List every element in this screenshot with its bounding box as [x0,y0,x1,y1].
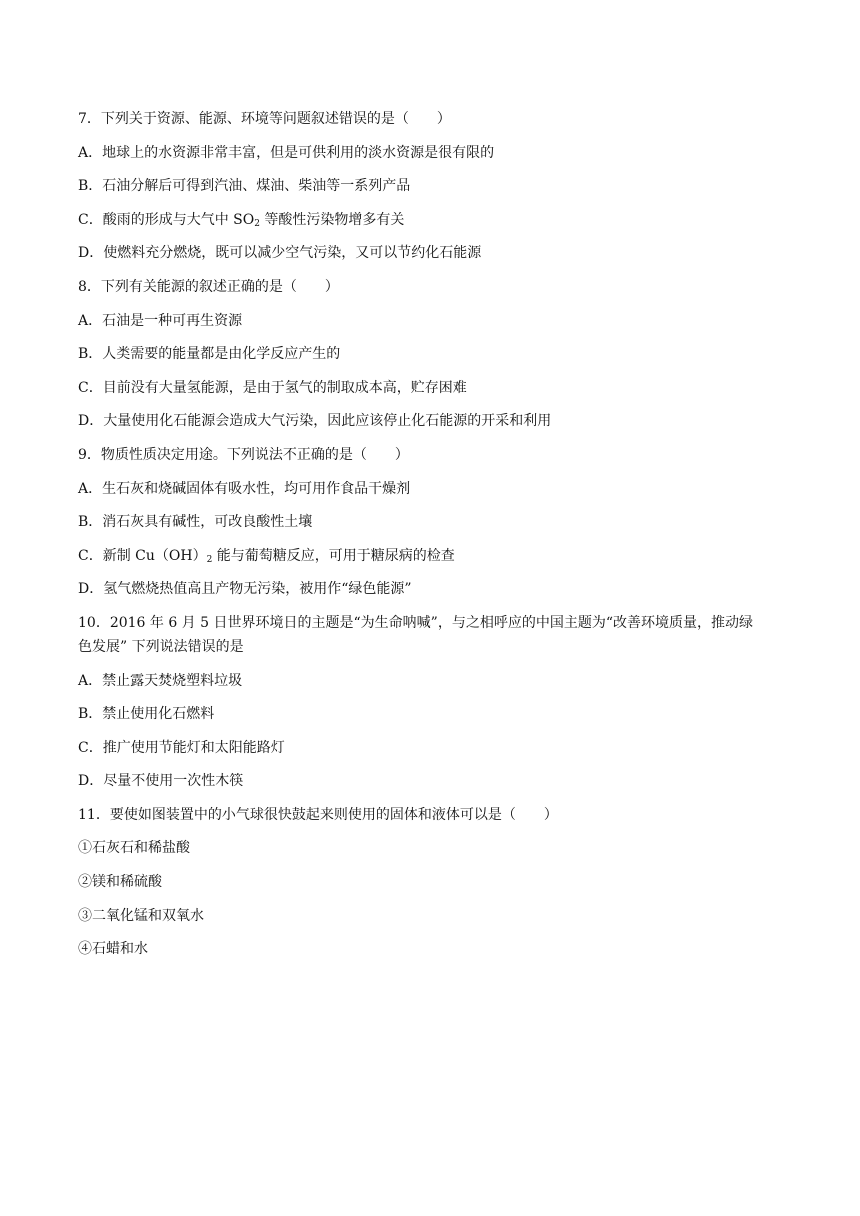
question-10-option-d: D．尽量不使用一次性木筷 [78,773,244,790]
subscript-2: 2 [206,554,213,565]
question-10-option-b: B．禁止使用化石燃料 [78,706,215,723]
question-8-option-c: C．目前没有大量氢能源，是由于氢气的制取成本高，贮存困难 [78,379,467,396]
question-11-option-2: ②镁和稀硫酸 [78,874,162,891]
question-10-stem-line-1: 10．2016 年 6 月 5 日世界环境日的主题是“为生命呐喊”，与之相呼应的中国主题为“改善环境质量，推动绿 [78,614,753,631]
question-9-stem: 9．物质性质决定用途。下列说法不正确的是（ ） [78,446,409,463]
option-c-text-before: C．酸雨的形成与大气中 SO [78,211,255,228]
question-8-option-d: D．大量使用化石能源会造成大气污染，因此应该停止化石能源的开采和利用 [78,413,552,430]
question-10-option-c: C．推广使用节能灯和太阳能路灯 [78,739,285,756]
question-8-option-a: A．石油是一种可再生资源 [78,312,243,329]
question-11-option-3: ③二氧化锰和双氧水 [78,907,204,924]
question-9-option-b: B．消石灰具有碱性，可改良酸性土壤 [78,514,313,531]
question-10-option-a: A．禁止露天焚烧塑料垃圾 [78,672,243,689]
question-11-option-1: ①石灰石和稀盐酸 [78,840,190,857]
question-8-option-b: B．人类需要的能量都是由化学反应产生的 [78,346,341,363]
question-9-option-c [78,546,798,566]
question-7-stem: 7．下列关于资源、能源、环境等问题叙述错误的是（ ） [78,111,451,127]
question-7-option-b: B．石油分解后可得到汽油、煤油、柴油等一系列产品 [78,178,411,195]
question-8-stem: 8．下列有关能源的叙述正确的是（ ） [78,278,339,295]
option-c-text-before: C．新制 Cu（OH） [78,547,207,564]
question-9-option-a: A．生石灰和烧碱固体有吸水性，均可用作食品干燥剂 [78,480,411,497]
question-10-stem-line-2: 色发展” 下列说法错误的是 [78,638,244,655]
question-11-option-4: ④石蜡和水 [78,941,148,958]
question-9-option-d: D．氢气燃烧热值高且产物无污染，被用作“绿色能源” [78,581,412,598]
option-c-text-after: 能与葡萄糖反应，可用于糖尿病的检查 [212,547,455,564]
option-c-text-after: 等酸性污染物增多有关 [259,211,405,228]
subscript-2: 2 [254,218,260,229]
question-7-option-c [78,210,798,230]
question-list [78,109,798,973]
question-7-option-d: D．使燃料充分燃烧，既可以减少空气污染，又可以节约化石能源 [78,245,482,262]
question-11-stem: 11．要使如图装置中的小气球很快鼓起来则使用的固体和液体可以是（ ） [78,806,558,823]
question-7-option-a: A．地球上的水资源非常丰富，但是可供利用的淡水资源是很有限的 [78,144,495,161]
